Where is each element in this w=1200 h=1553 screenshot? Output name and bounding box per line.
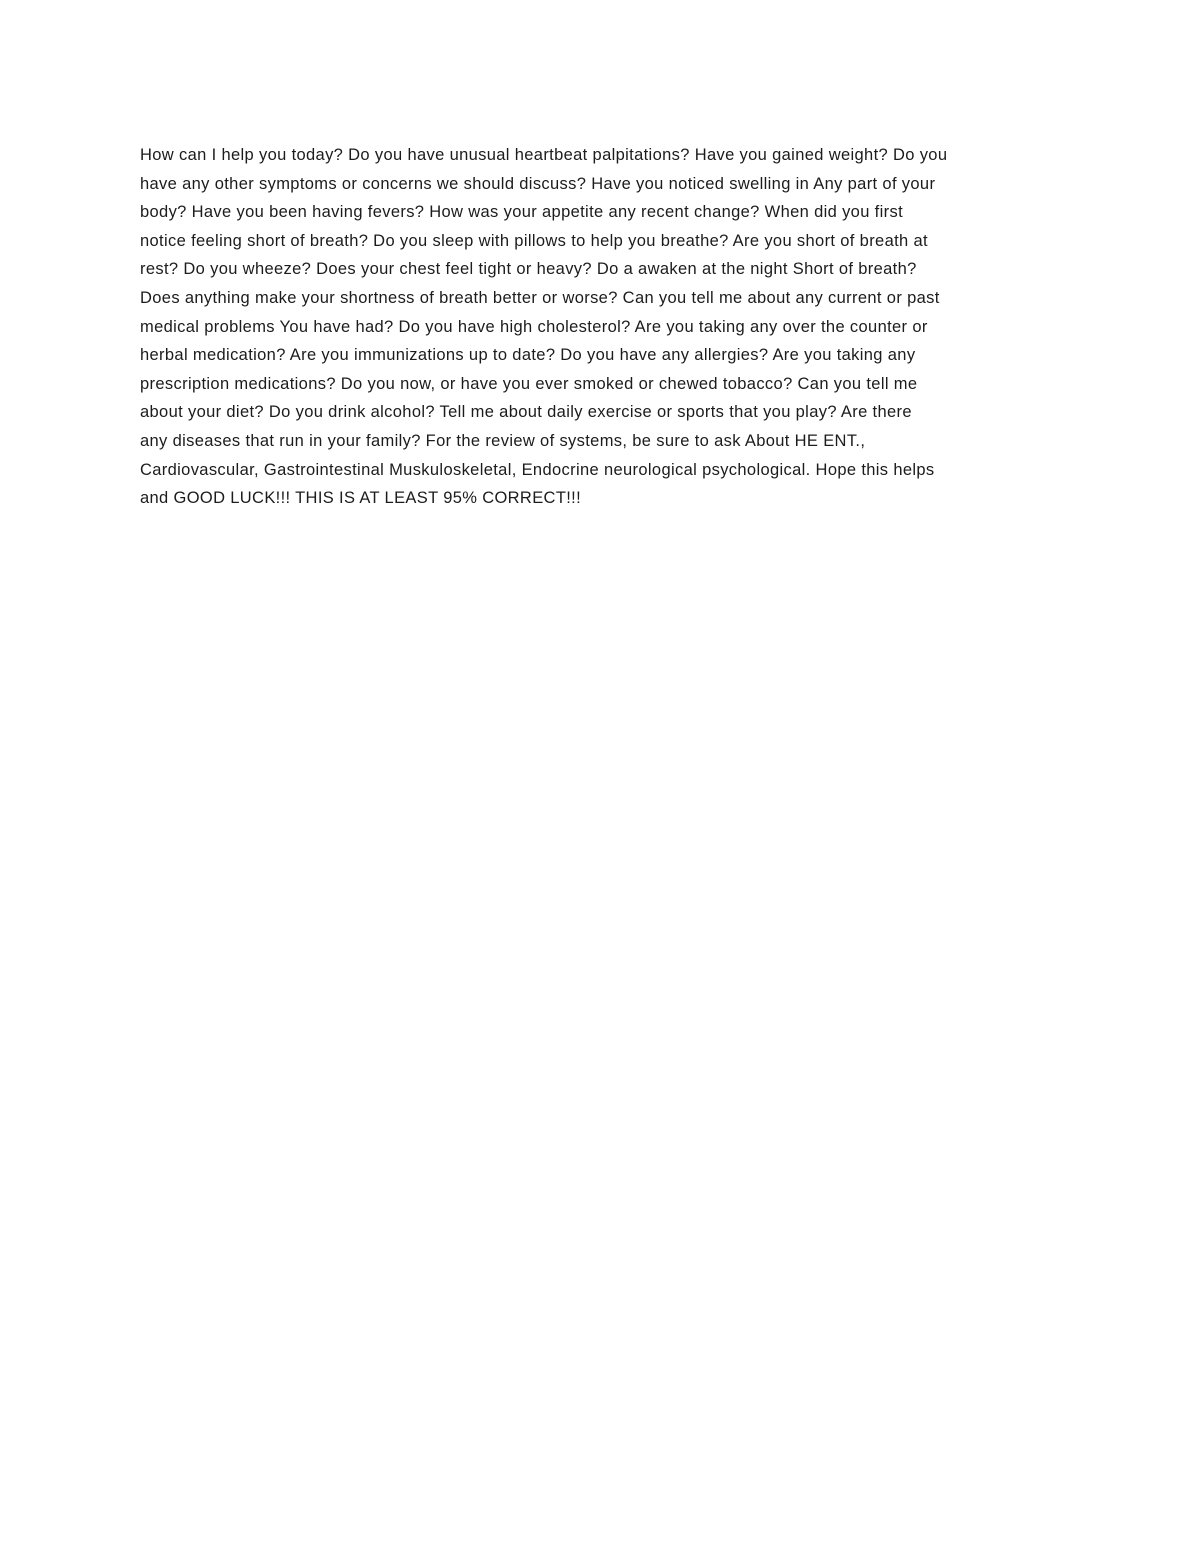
text-line: medical problems You have had? Do you have high cholesterol? Are you taking any over the counter or — [140, 317, 928, 336]
text-line: any diseases that run in your family? For the review of systems, be sure to ask About HE ENT., — [140, 431, 866, 450]
text-line: How can I help you today? Do you have unusual heartbeat palpitations? Have you gained weight? Do you — [140, 146, 948, 164]
text-line: body? Have you been having fevers? How was your appetite any recent change? When did you first — [140, 203, 903, 222]
text-line: Does anything make your shortness of breath better or worse? Can you tell me about any current or past — [140, 288, 940, 307]
text-line: notice feeling short of breath? Do you sleep with pillows to help you breathe? Are you short of breath at — [140, 231, 928, 250]
text-line: prescription medications? Do you now, or have you ever smoked or chewed tobacco? Can you tell me — [140, 374, 918, 393]
body-paragraph — [140, 141, 1070, 513]
text-line: have any other symptoms or concerns we should discuss? Have you noticed swelling in Any part of your — [140, 174, 936, 193]
text-line: about your diet? Do you drink alcohol? Tell me about daily exercise or sports that you play? Are there — [140, 403, 912, 422]
text-line: and GOOD LUCK!!! THIS IS AT LEAST 95% CORRECT!!! — [140, 489, 582, 508]
text-line: rest? Do you wheeze? Does your chest feel tight or heavy? Do a awaken at the night Short of breath? — [140, 260, 917, 279]
text-line: Cardiovascular, Gastrointestinal Muskuloskeletal, Endocrine neurological psychological. Hope this helps — [140, 460, 935, 479]
text-line: herbal medication? Are you immunizations up to date? Do you have any allergies? Are you taking any — [140, 346, 916, 365]
